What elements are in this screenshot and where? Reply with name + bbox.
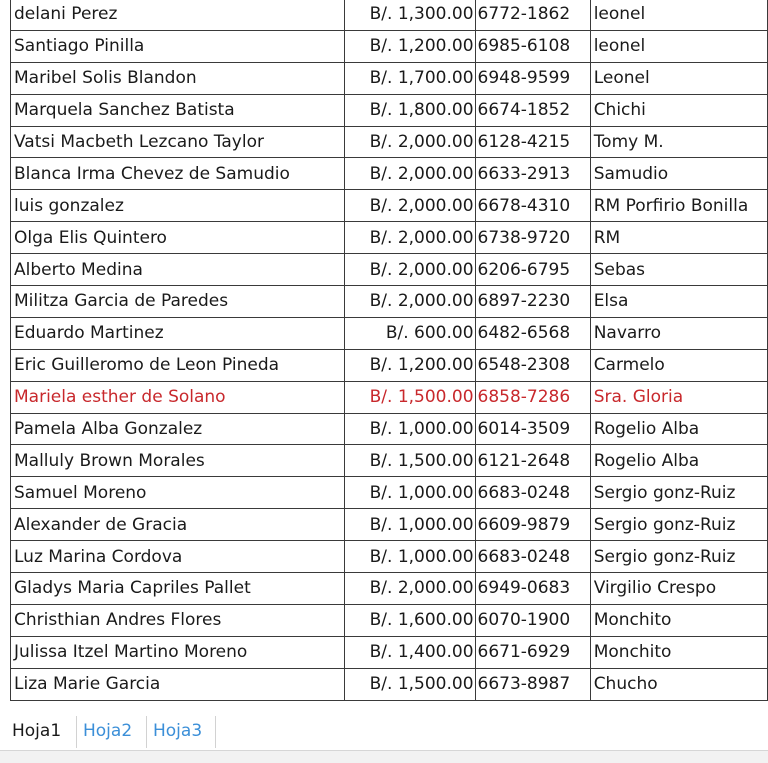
cell-name[interactable]: Pamela Alba Gonzalez bbox=[11, 413, 345, 445]
sheet-tab-strip bbox=[0, 712, 768, 763]
cell-phone[interactable]: 6948-9599 bbox=[475, 62, 590, 94]
cell-phone[interactable]: 6014-3509 bbox=[475, 413, 590, 445]
cell-name[interactable]: Vatsi Macbeth Lezcano Taylor bbox=[11, 126, 345, 158]
cell-name[interactable]: Luz Marina Cordova bbox=[11, 541, 345, 573]
cell-amount[interactable]: B/. 2,000.00 bbox=[345, 126, 475, 158]
cell-name[interactable]: Eduardo Martinez bbox=[11, 317, 345, 349]
cell-name[interactable]: luis gonzalez bbox=[11, 190, 345, 222]
cell-amount[interactable]: B/. 1,000.00 bbox=[345, 413, 475, 445]
cell-reference[interactable]: Rogelio Alba bbox=[590, 413, 767, 445]
cell-reference[interactable]: Virgilio Crespo bbox=[590, 573, 767, 605]
cell-phone[interactable]: 6482-6568 bbox=[475, 317, 590, 349]
table-row bbox=[11, 604, 768, 636]
cell-amount[interactable]: B/. 2,000.00 bbox=[345, 254, 475, 286]
cell-phone[interactable]: 6206-6795 bbox=[475, 254, 590, 286]
cell-amount[interactable]: B/. 1,500.00 bbox=[345, 668, 475, 700]
table-row bbox=[11, 62, 768, 94]
table-row bbox=[11, 381, 768, 413]
cell-name[interactable]: Olga Elis Quintero bbox=[11, 222, 345, 254]
cell-reference[interactable]: RM bbox=[590, 222, 767, 254]
table-row bbox=[11, 668, 768, 700]
cell-amount[interactable]: B/. 2,000.00 bbox=[345, 222, 475, 254]
cell-name[interactable]: Maribel Solis Blandon bbox=[11, 62, 345, 94]
table-row bbox=[11, 509, 768, 541]
cell-name[interactable]: Julissa Itzel Martino Moreno bbox=[11, 636, 345, 668]
cell-reference[interactable]: Navarro bbox=[590, 317, 767, 349]
table-row bbox=[11, 445, 768, 477]
table-row bbox=[11, 158, 768, 190]
cell-name[interactable]: Militza Garcia de Paredes bbox=[11, 286, 345, 318]
tab-divider bbox=[215, 716, 216, 748]
cell-phone[interactable]: 6609-9879 bbox=[475, 509, 590, 541]
cell-reference[interactable]: Rogelio Alba bbox=[590, 445, 767, 477]
cell-amount[interactable]: B/. 1,000.00 bbox=[345, 509, 475, 541]
cell-reference[interactable]: Sergio gonz-Ruiz bbox=[590, 509, 767, 541]
cell-reference[interactable]: Chichi bbox=[590, 94, 767, 126]
sheet-tab-bar bbox=[0, 712, 768, 751]
cell-phone[interactable]: 6678-4310 bbox=[475, 190, 590, 222]
cell-name[interactable]: delani Perez bbox=[11, 0, 345, 30]
cell-reference[interactable]: Sergio gonz-Ruiz bbox=[590, 541, 767, 573]
table-row bbox=[11, 126, 768, 158]
cell-reference[interactable]: Samudio bbox=[590, 158, 767, 190]
table-row bbox=[11, 573, 768, 605]
cell-phone[interactable]: 6673-8987 bbox=[475, 668, 590, 700]
cell-phone[interactable]: 6128-4215 bbox=[475, 126, 590, 158]
cell-phone[interactable]: 6897-2230 bbox=[475, 286, 590, 318]
table-row bbox=[11, 0, 768, 30]
cell-amount[interactable]: B/. 2,000.00 bbox=[345, 573, 475, 605]
cell-amount[interactable]: B/. 1,200.00 bbox=[345, 30, 475, 62]
cell-name[interactable]: Eric Guilleromo de Leon Pineda bbox=[11, 349, 345, 381]
cell-phone[interactable]: 6738-9720 bbox=[475, 222, 590, 254]
table-row bbox=[11, 413, 768, 445]
cell-name[interactable]: Alexander de Gracia bbox=[11, 509, 345, 541]
table-row bbox=[11, 94, 768, 126]
cell-phone[interactable]: 6949-0683 bbox=[475, 573, 590, 605]
cell-phone[interactable]: 6548-2308 bbox=[475, 349, 590, 381]
cell-reference[interactable]: Monchito bbox=[590, 604, 767, 636]
cell-amount[interactable]: B/. 2,000.00 bbox=[345, 158, 475, 190]
cell-phone[interactable]: 6772-1862 bbox=[475, 0, 590, 30]
cell-name[interactable]: Liza Marie Garcia bbox=[11, 668, 345, 700]
cell-phone[interactable]: 6121-2648 bbox=[475, 445, 590, 477]
cell-name[interactable]: Gladys Maria Capriles Pallet bbox=[11, 573, 345, 605]
cell-phone[interactable]: 6671-6929 bbox=[475, 636, 590, 668]
cell-reference[interactable]: leonel bbox=[590, 30, 767, 62]
cell-reference[interactable]: Monchito bbox=[590, 636, 767, 668]
cell-name[interactable]: Santiago Pinilla bbox=[11, 30, 345, 62]
cell-reference[interactable]: Sebas bbox=[590, 254, 767, 286]
cell-reference[interactable]: leonel bbox=[590, 0, 767, 30]
cell-phone[interactable]: 6858-7286 bbox=[475, 381, 590, 413]
cell-name[interactable]: Mariela esther de Solano bbox=[11, 381, 345, 413]
cell-reference[interactable]: Tomy M. bbox=[590, 126, 767, 158]
table-row bbox=[11, 254, 768, 286]
cell-phone[interactable]: 6070-1900 bbox=[475, 604, 590, 636]
cell-name[interactable]: Samuel Moreno bbox=[11, 477, 345, 509]
cell-phone[interactable]: 6985-6108 bbox=[475, 30, 590, 62]
cell-reference[interactable]: Carmelo bbox=[590, 349, 767, 381]
cell-reference[interactable]: Elsa bbox=[590, 286, 767, 318]
cell-reference[interactable]: Sra. Gloria bbox=[590, 381, 767, 413]
sheet-tab-hoja3[interactable]: Hoja3 bbox=[153, 721, 203, 741]
cell-amount[interactable]: B/. 1,500.00 bbox=[345, 381, 475, 413]
sheet-tab-hoja2[interactable]: Hoja2 bbox=[83, 721, 133, 741]
cell-amount[interactable]: B/. 600.00 bbox=[345, 317, 475, 349]
table-row bbox=[11, 190, 768, 222]
cell-phone[interactable]: 6633-2913 bbox=[475, 158, 590, 190]
table-row bbox=[11, 477, 768, 509]
cell-amount[interactable]: B/. 1,800.00 bbox=[345, 94, 475, 126]
data-table bbox=[10, 0, 768, 701]
cell-amount[interactable]: B/. 1,600.00 bbox=[345, 604, 475, 636]
cell-reference[interactable]: RM Porfirio Bonilla bbox=[590, 190, 767, 222]
cell-reference[interactable]: Leonel bbox=[590, 62, 767, 94]
table-row bbox=[11, 30, 768, 62]
cell-amount[interactable]: B/. 1,200.00 bbox=[345, 349, 475, 381]
sheet-tab-hoja1[interactable]: Hoja1 bbox=[6, 712, 76, 750]
cell-amount[interactable]: B/. 1,500.00 bbox=[345, 445, 475, 477]
cell-amount[interactable]: B/. 1,300.00 bbox=[345, 0, 475, 30]
table-row bbox=[11, 541, 768, 573]
cell-name[interactable]: Christhian Andres Flores bbox=[11, 604, 345, 636]
cell-reference[interactable]: Sergio gonz-Ruiz bbox=[590, 477, 767, 509]
table-row bbox=[11, 286, 768, 318]
table-row bbox=[11, 317, 768, 349]
table-row bbox=[11, 349, 768, 381]
cell-amount[interactable]: B/. 1,700.00 bbox=[345, 62, 475, 94]
cell-phone[interactable]: 6674-1852 bbox=[475, 94, 590, 126]
cell-amount[interactable]: B/. 2,000.00 bbox=[345, 190, 475, 222]
table-row bbox=[11, 222, 768, 254]
cell-phone[interactable]: 6683-0248 bbox=[475, 477, 590, 509]
cell-phone[interactable]: 6683-0248 bbox=[475, 541, 590, 573]
cell-name[interactable]: Blanca Irma Chevez de Samudio bbox=[11, 158, 345, 190]
cell-amount[interactable]: B/. 2,000.00 bbox=[345, 286, 475, 318]
cell-reference[interactable]: Chucho bbox=[590, 668, 767, 700]
cell-name[interactable]: Marquela Sanchez Batista bbox=[11, 94, 345, 126]
cell-amount[interactable]: B/. 1,400.00 bbox=[345, 636, 475, 668]
cell-amount[interactable]: B/. 1,000.00 bbox=[345, 541, 475, 573]
cell-name[interactable]: Malluly Brown Morales bbox=[11, 445, 345, 477]
table-row bbox=[11, 636, 768, 668]
cell-amount[interactable]: B/. 1,000.00 bbox=[345, 477, 475, 509]
cell-name[interactable]: Alberto Medina bbox=[11, 254, 345, 286]
